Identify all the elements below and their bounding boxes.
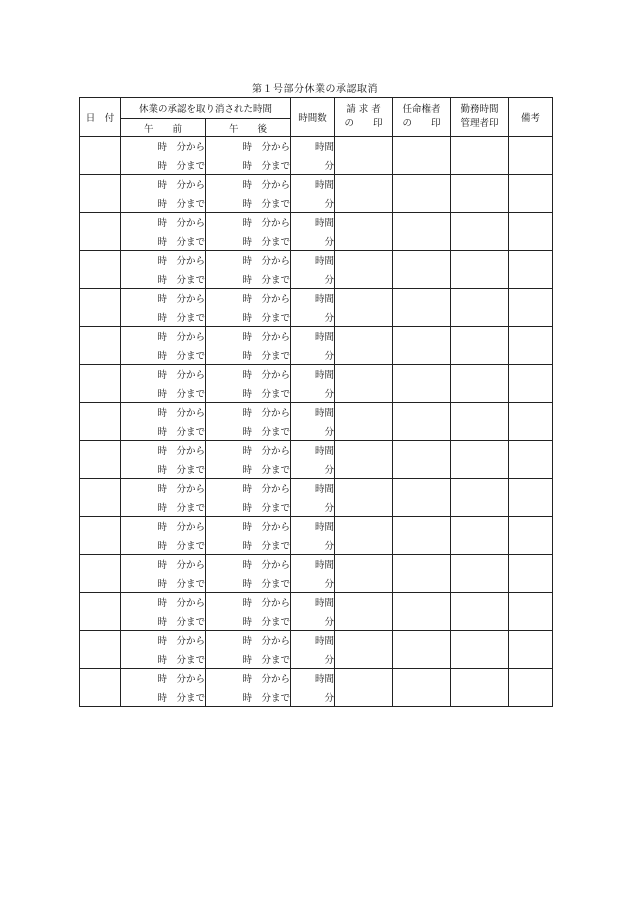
hours-cell[interactable]: 時間 [291, 175, 335, 194]
hours-cell[interactable]: 時間 [291, 289, 335, 308]
requester-seal-cell[interactable] [335, 441, 393, 479]
minutes-cell[interactable]: 分 [291, 269, 335, 289]
appointer-seal-cell[interactable] [393, 631, 451, 669]
manager-seal-cell[interactable] [451, 403, 509, 441]
pm-from-cell[interactable]: 時 分から [206, 517, 291, 536]
header-cancelled-time: 休業の承認を取り消された時間 [121, 98, 291, 119]
date-cell[interactable] [80, 289, 121, 327]
am-until-cell[interactable]: 時 分まで [121, 535, 206, 555]
table-row [80, 289, 553, 308]
am-until-cell[interactable]: 時 分まで [121, 459, 206, 479]
requester-seal-cell[interactable] [335, 137, 393, 175]
minutes-cell[interactable]: 分 [291, 345, 335, 365]
table-row [80, 365, 553, 384]
pm-from-cell[interactable]: 時 分から [206, 289, 291, 308]
am-from-cell[interactable]: 時 分から [121, 365, 206, 384]
requester-seal-cell[interactable] [335, 669, 393, 707]
appointer-seal-cell[interactable] [393, 555, 451, 593]
minutes-cell[interactable]: 分 [291, 421, 335, 441]
table-row [80, 517, 553, 536]
hours-cell[interactable]: 時間 [291, 441, 335, 460]
pm-until-cell[interactable]: 時 分まで [206, 231, 291, 251]
header-requester-seal [335, 98, 393, 137]
am-from-cell[interactable]: 時 分から [121, 479, 206, 498]
appointer-seal-cell[interactable] [393, 479, 451, 517]
remarks-cell[interactable] [509, 251, 553, 289]
pm-from-cell[interactable]: 時 分から [206, 213, 291, 232]
pm-until-cell[interactable]: 時 分まで [206, 497, 291, 517]
minutes-cell[interactable]: 分 [291, 383, 335, 403]
am-until-cell[interactable]: 時 分まで [121, 649, 206, 669]
hours-cell[interactable]: 時間 [291, 365, 335, 384]
appointer-seal-cell[interactable] [393, 593, 451, 631]
pm-from-cell[interactable]: 時 分から [206, 555, 291, 574]
remarks-cell[interactable] [509, 403, 553, 441]
minutes-cell[interactable]: 分 [291, 535, 335, 555]
appointer-seal-cell[interactable] [393, 137, 451, 175]
remarks-cell[interactable] [509, 631, 553, 669]
am-until-cell[interactable]: 時 分まで [121, 155, 206, 175]
form-title: 第１号部分休業の承認取消 [252, 84, 378, 95]
date-cell[interactable] [80, 479, 121, 517]
date-cell[interactable] [80, 137, 121, 175]
table-row [80, 669, 553, 688]
remarks-cell[interactable] [509, 517, 553, 555]
remarks-cell[interactable] [509, 479, 553, 517]
header-appointer-line2: の 印 [402, 118, 441, 129]
am-from-cell[interactable]: 時 分から [121, 631, 206, 650]
cancellation-table [79, 97, 553, 707]
am-until-cell[interactable]: 時 分まで [121, 345, 206, 365]
hours-cell[interactable]: 時間 [291, 137, 335, 156]
manager-seal-cell[interactable] [451, 213, 509, 251]
requester-seal-cell[interactable] [335, 327, 393, 365]
header-remarks: 備考 [509, 98, 553, 137]
table-row [80, 555, 553, 574]
manager-seal-cell[interactable] [451, 327, 509, 365]
table-row [80, 593, 553, 612]
pm-from-cell[interactable]: 時 分から [206, 403, 291, 422]
table-row [80, 479, 553, 498]
date-cell[interactable] [80, 517, 121, 555]
remarks-cell[interactable] [509, 441, 553, 479]
am-until-cell[interactable]: 時 分まで [121, 421, 206, 441]
minutes-cell[interactable]: 分 [291, 459, 335, 479]
date-cell[interactable] [80, 175, 121, 213]
pm-until-cell[interactable]: 時 分まで [206, 269, 291, 289]
remarks-cell[interactable] [509, 669, 553, 707]
remarks-cell[interactable] [509, 213, 553, 251]
pm-until-cell[interactable]: 時 分まで [206, 193, 291, 213]
manager-seal-cell[interactable] [451, 365, 509, 403]
manager-seal-cell[interactable] [451, 441, 509, 479]
requester-seal-cell[interactable] [335, 517, 393, 555]
manager-seal-cell[interactable] [451, 251, 509, 289]
remarks-cell[interactable] [509, 555, 553, 593]
minutes-cell[interactable]: 分 [291, 649, 335, 669]
header-appointer-line1: 任命権者 [402, 104, 441, 115]
pm-from-cell[interactable]: 時 分から [206, 631, 291, 650]
manager-seal-cell[interactable] [451, 137, 509, 175]
pm-until-cell[interactable]: 時 分まで [206, 383, 291, 403]
am-from-cell[interactable]: 時 分から [121, 213, 206, 232]
pm-from-cell[interactable]: 時 分から [206, 669, 291, 688]
table-row [80, 137, 553, 156]
pm-from-cell[interactable]: 時 分から [206, 593, 291, 612]
pm-from-cell[interactable]: 時 分から [206, 175, 291, 194]
pm-from-cell[interactable]: 時 分から [206, 365, 291, 384]
pm-until-cell[interactable]: 時 分まで [206, 687, 291, 707]
requester-seal-cell[interactable] [335, 631, 393, 669]
header-date: 日 付 [80, 98, 121, 137]
appointer-seal-cell[interactable] [393, 289, 451, 327]
requester-seal-cell[interactable] [335, 175, 393, 213]
am-from-cell[interactable]: 時 分から [121, 137, 206, 156]
remarks-cell[interactable] [509, 365, 553, 403]
am-from-cell[interactable]: 時 分から [121, 555, 206, 574]
header-manager-line1: 勤務時間 [460, 104, 499, 115]
am-until-cell[interactable]: 時 分まで [121, 611, 206, 631]
requester-seal-cell[interactable] [335, 289, 393, 327]
minutes-cell[interactable]: 分 [291, 573, 335, 593]
hours-cell[interactable]: 時間 [291, 593, 335, 612]
minutes-cell[interactable]: 分 [291, 193, 335, 213]
appointer-seal-cell[interactable] [393, 517, 451, 555]
remarks-cell[interactable] [509, 175, 553, 213]
pm-until-cell[interactable]: 時 分まで [206, 459, 291, 479]
table-row [80, 403, 553, 422]
manager-seal-cell[interactable] [451, 631, 509, 669]
appointer-seal-cell[interactable] [393, 251, 451, 289]
minutes-cell[interactable]: 分 [291, 687, 335, 707]
pm-until-cell[interactable]: 時 分まで [206, 649, 291, 669]
appointer-seal-cell[interactable] [393, 175, 451, 213]
table-row [80, 251, 553, 270]
requester-seal-cell[interactable] [335, 365, 393, 403]
am-until-cell[interactable]: 時 分まで [121, 687, 206, 707]
minutes-cell[interactable]: 分 [291, 155, 335, 175]
pm-from-cell[interactable]: 時 分から [206, 327, 291, 346]
pm-until-cell[interactable]: 時 分まで [206, 345, 291, 365]
header-requester-line1: 請 求 者 [346, 104, 381, 115]
requester-seal-cell[interactable] [335, 555, 393, 593]
hours-cell[interactable]: 時間 [291, 403, 335, 422]
am-until-cell[interactable]: 時 分まで [121, 193, 206, 213]
am-from-cell[interactable]: 時 分から [121, 327, 206, 346]
appointer-seal-cell[interactable] [393, 403, 451, 441]
table-row [80, 175, 553, 194]
appointer-seal-cell[interactable] [393, 441, 451, 479]
pm-from-cell[interactable]: 時 分から [206, 137, 291, 156]
am-from-cell[interactable]: 時 分から [121, 289, 206, 308]
date-cell[interactable] [80, 593, 121, 631]
remarks-cell[interactable] [509, 593, 553, 631]
pm-until-cell[interactable]: 時 分まで [206, 155, 291, 175]
hours-cell[interactable]: 時間 [291, 517, 335, 536]
am-until-cell[interactable]: 時 分まで [121, 231, 206, 251]
am-from-cell[interactable]: 時 分から [121, 441, 206, 460]
manager-seal-cell[interactable] [451, 289, 509, 327]
pm-from-cell[interactable]: 時 分から [206, 251, 291, 270]
am-until-cell[interactable]: 時 分まで [121, 307, 206, 327]
am-from-cell[interactable]: 時 分から [121, 251, 206, 270]
header-manager-seal [451, 98, 509, 137]
hours-cell[interactable]: 時間 [291, 555, 335, 574]
am-until-cell[interactable]: 時 分まで [121, 573, 206, 593]
table-row [80, 327, 553, 346]
pm-until-cell[interactable]: 時 分まで [206, 611, 291, 631]
hours-cell[interactable]: 時間 [291, 251, 335, 270]
hours-cell[interactable]: 時間 [291, 479, 335, 498]
hours-cell[interactable]: 時間 [291, 213, 335, 232]
date-cell[interactable] [80, 441, 121, 479]
am-until-cell[interactable]: 時 分まで [121, 497, 206, 517]
hours-cell[interactable]: 時間 [291, 669, 335, 688]
appointer-seal-cell[interactable] [393, 669, 451, 707]
pm-from-cell[interactable]: 時 分から [206, 441, 291, 460]
am-until-cell[interactable]: 時 分まで [121, 269, 206, 289]
am-from-cell[interactable]: 時 分から [121, 403, 206, 422]
date-cell[interactable] [80, 365, 121, 403]
table-row [80, 631, 553, 650]
minutes-cell[interactable]: 分 [291, 307, 335, 327]
manager-seal-cell[interactable] [451, 593, 509, 631]
requester-seal-cell[interactable] [335, 479, 393, 517]
manager-seal-cell[interactable] [451, 479, 509, 517]
header-hours: 時間数 [291, 98, 335, 137]
header-pm: 午 後 [206, 119, 291, 137]
table-row [80, 213, 553, 232]
appointer-seal-cell[interactable] [393, 327, 451, 365]
manager-seal-cell[interactable] [451, 175, 509, 213]
pm-until-cell[interactable]: 時 分まで [206, 421, 291, 441]
date-cell[interactable] [80, 669, 121, 707]
hours-cell[interactable]: 時間 [291, 327, 335, 346]
date-cell[interactable] [80, 403, 121, 441]
am-from-cell[interactable]: 時 分から [121, 593, 206, 612]
minutes-cell[interactable]: 分 [291, 497, 335, 517]
header-requester-line2: の 印 [344, 118, 383, 129]
appointer-seal-cell[interactable] [393, 213, 451, 251]
am-until-cell[interactable]: 時 分まで [121, 383, 206, 403]
header-am: 午 前 [121, 119, 206, 137]
minutes-cell[interactable]: 分 [291, 611, 335, 631]
am-from-cell[interactable]: 時 分から [121, 669, 206, 688]
header-manager-line2: 管理者印 [460, 118, 499, 129]
requester-seal-cell[interactable] [335, 593, 393, 631]
date-cell[interactable] [80, 327, 121, 365]
hours-cell[interactable]: 時間 [291, 631, 335, 650]
remarks-cell[interactable] [509, 137, 553, 175]
am-from-cell[interactable]: 時 分から [121, 175, 206, 194]
header-appointer-seal [393, 98, 451, 137]
appointer-seal-cell[interactable] [393, 365, 451, 403]
requester-seal-cell[interactable] [335, 251, 393, 289]
date-cell[interactable] [80, 555, 121, 593]
pm-from-cell[interactable]: 時 分から [206, 479, 291, 498]
date-cell[interactable] [80, 631, 121, 669]
pm-until-cell[interactable]: 時 分まで [206, 307, 291, 327]
pm-until-cell[interactable]: 時 分まで [206, 573, 291, 593]
table-row [80, 441, 553, 460]
remarks-cell[interactable] [509, 289, 553, 327]
date-cell[interactable] [80, 213, 121, 251]
date-cell[interactable] [80, 251, 121, 289]
pm-until-cell[interactable]: 時 分まで [206, 535, 291, 555]
manager-seal-cell[interactable] [451, 555, 509, 593]
remarks-cell[interactable] [509, 327, 553, 365]
requester-seal-cell[interactable] [335, 403, 393, 441]
am-from-cell[interactable]: 時 分から [121, 517, 206, 536]
minutes-cell[interactable]: 分 [291, 231, 335, 251]
requester-seal-cell[interactable] [335, 213, 393, 251]
manager-seal-cell[interactable] [451, 669, 509, 707]
manager-seal-cell[interactable] [451, 517, 509, 555]
